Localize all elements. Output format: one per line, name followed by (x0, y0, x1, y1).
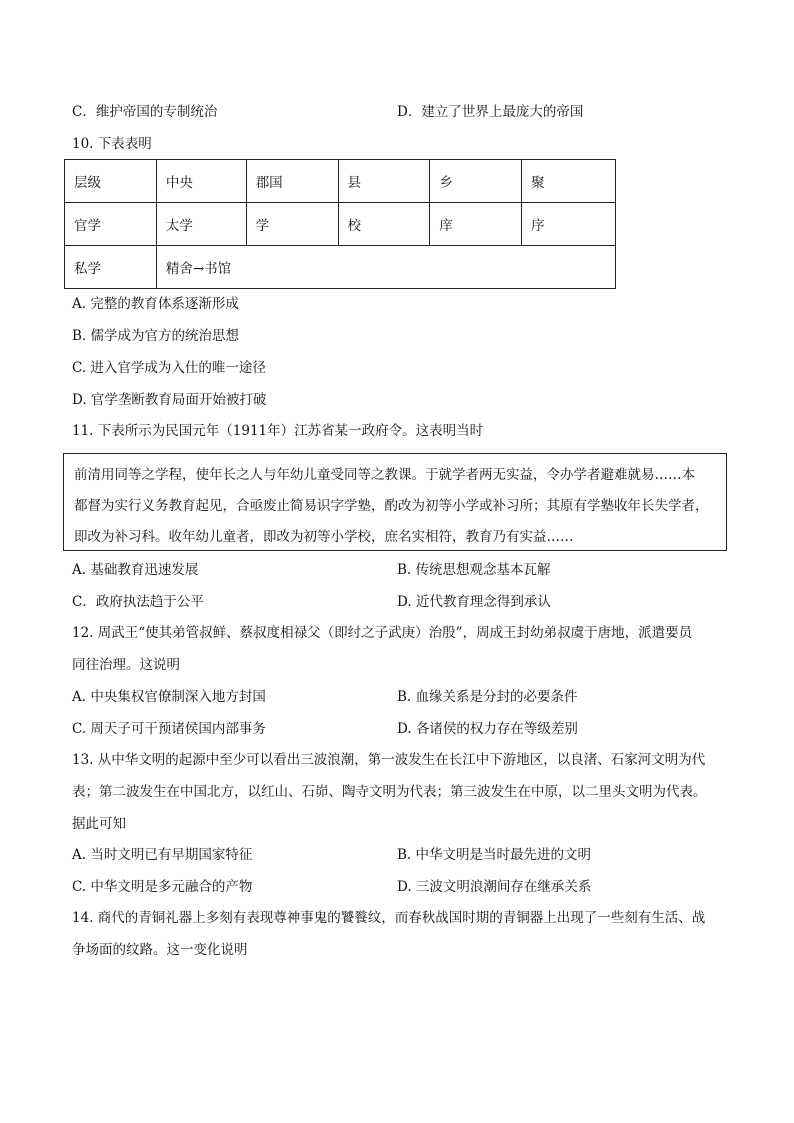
q13-option-c[interactable]: C. 中华文明是多元融合的产物 (72, 879, 253, 895)
table-cell: 县 (338, 160, 430, 203)
q13-options-row-2 (72, 876, 732, 898)
q12-option-a[interactable]: A. 中央集权官僚制深入地方封国 (72, 689, 266, 705)
table-cell: 私学 (65, 246, 157, 289)
table-cell: 中央 (156, 160, 246, 203)
q12-stem-line-1: 12. 周武王“使其弟管叔鲜、蔡叔度相禄父（即纣之子武庚）治殷”，周成王封幼弟叔虞于唐地，派遣要员 (72, 625, 693, 641)
q9-option-d[interactable]: D．建立了世界上最庞大的帝国 (397, 104, 584, 120)
table-cell: 精舍→书馆 (156, 246, 615, 289)
q13-option-d[interactable]: D. 三波文明浪潮间存在继承关系 (397, 879, 592, 895)
q11-option-a[interactable]: A. 基础教育迅速发展 (72, 562, 199, 578)
table-row (65, 246, 616, 289)
table-cell: 官学 (65, 203, 157, 246)
q10-option-a[interactable]: A. 完整的教育体系逐渐形成 (72, 296, 239, 312)
q14-stem-line-1: 14. 商代的青铜礼器上多刻有表现尊神事鬼的饕餮纹，而春秋战国时期的青铜器上出现了一些刻有生活、战 (72, 910, 706, 926)
q10-stem: 10. 下表表明 (72, 136, 152, 152)
q11-stem: 11. 下表所示为民国元年（1911年）江苏省某一政府令。这表明当时 (72, 423, 484, 439)
q12-options-row-1 (72, 686, 732, 708)
table-cell: 庠 (430, 203, 522, 246)
table-cell: 序 (522, 203, 616, 246)
q11-option-b[interactable]: B. 传统思想观念基本瓦解 (397, 562, 551, 578)
quote-line: 前清用同等之学程，使年长之人与年幼儿童受同等之教课。于就学者两无实益，令办学者避难就易……本 (74, 467, 695, 483)
q10-option-d[interactable]: D. 官学垄断教育局面开始被打破 (72, 392, 267, 408)
q12-option-b[interactable]: B. 血缘关系是分封的必要条件 (397, 689, 578, 705)
table-row (65, 160, 616, 203)
quote-line: 都督为实行义务教育起见，合亟废止简易识字学塾，酌改为初等小学或补习所；其原有学塾收年长失学者， (74, 498, 709, 514)
q13-option-b[interactable]: B. 中华文明是当时最先进的文明 (397, 847, 592, 863)
q11-options-row-2 (72, 591, 732, 613)
table-cell: 聚 (522, 160, 616, 203)
q13-option-a[interactable]: A. 当时文明已有早期国家特征 (72, 847, 253, 863)
q11-quote-box (63, 453, 727, 551)
q12-options-row-2 (72, 718, 732, 740)
q11-option-c[interactable]: C．政府执法趋于公平 (72, 594, 204, 610)
q9-options-row (72, 101, 732, 123)
q10-option-c[interactable]: C. 进入官学成为入仕的唯一途径 (72, 360, 266, 376)
q13-stem-line-1: 13. 从中华文明的起源中至少可以看出三波浪潮，第一波发生在长江中下游地区，以良渚、石家河文明为代 (72, 752, 706, 768)
table-cell: 郡国 (246, 160, 338, 203)
table-cell: 学 (246, 203, 338, 246)
quote-line: 即改为补习科。收年幼儿童者，即改为初等小学校，庶名实相符，教育乃有实益…… (74, 529, 574, 545)
q14-stem-line-2: 争场面的纹路。这一变化说明 (72, 942, 248, 958)
q13-options-row-1 (72, 844, 732, 866)
table-cell: 乡 (430, 160, 522, 203)
table-cell: 太学 (156, 203, 246, 246)
q11-options-row-1 (72, 559, 732, 581)
table-cell: 校 (338, 203, 430, 246)
table-cell: 层级 (65, 160, 157, 203)
education-levels-table (64, 159, 616, 289)
q11-option-d[interactable]: D. 近代教育理念得到承认 (397, 594, 551, 610)
q13-stem-line-2: 表；第二波发生在中国北方，以红山、石峁、陶寺文明为代表；第三波发生在中原，以二里头文明为代表。 (72, 784, 707, 800)
q13-stem-line-3: 据此可知 (72, 816, 126, 832)
q12-option-d[interactable]: D. 各诸侯的权力存在等级差别 (397, 721, 578, 737)
q12-stem-line-2: 同往治理。这说明 (72, 657, 180, 673)
q9-option-c[interactable]: C．维护帝国的专制统治 (72, 104, 218, 120)
q10-option-b[interactable]: B. 儒学成为官方的统治思想 (72, 328, 240, 344)
q12-option-c[interactable]: C. 周天子可干预诸侯国内部事务 (72, 721, 266, 737)
table-row (65, 203, 616, 246)
